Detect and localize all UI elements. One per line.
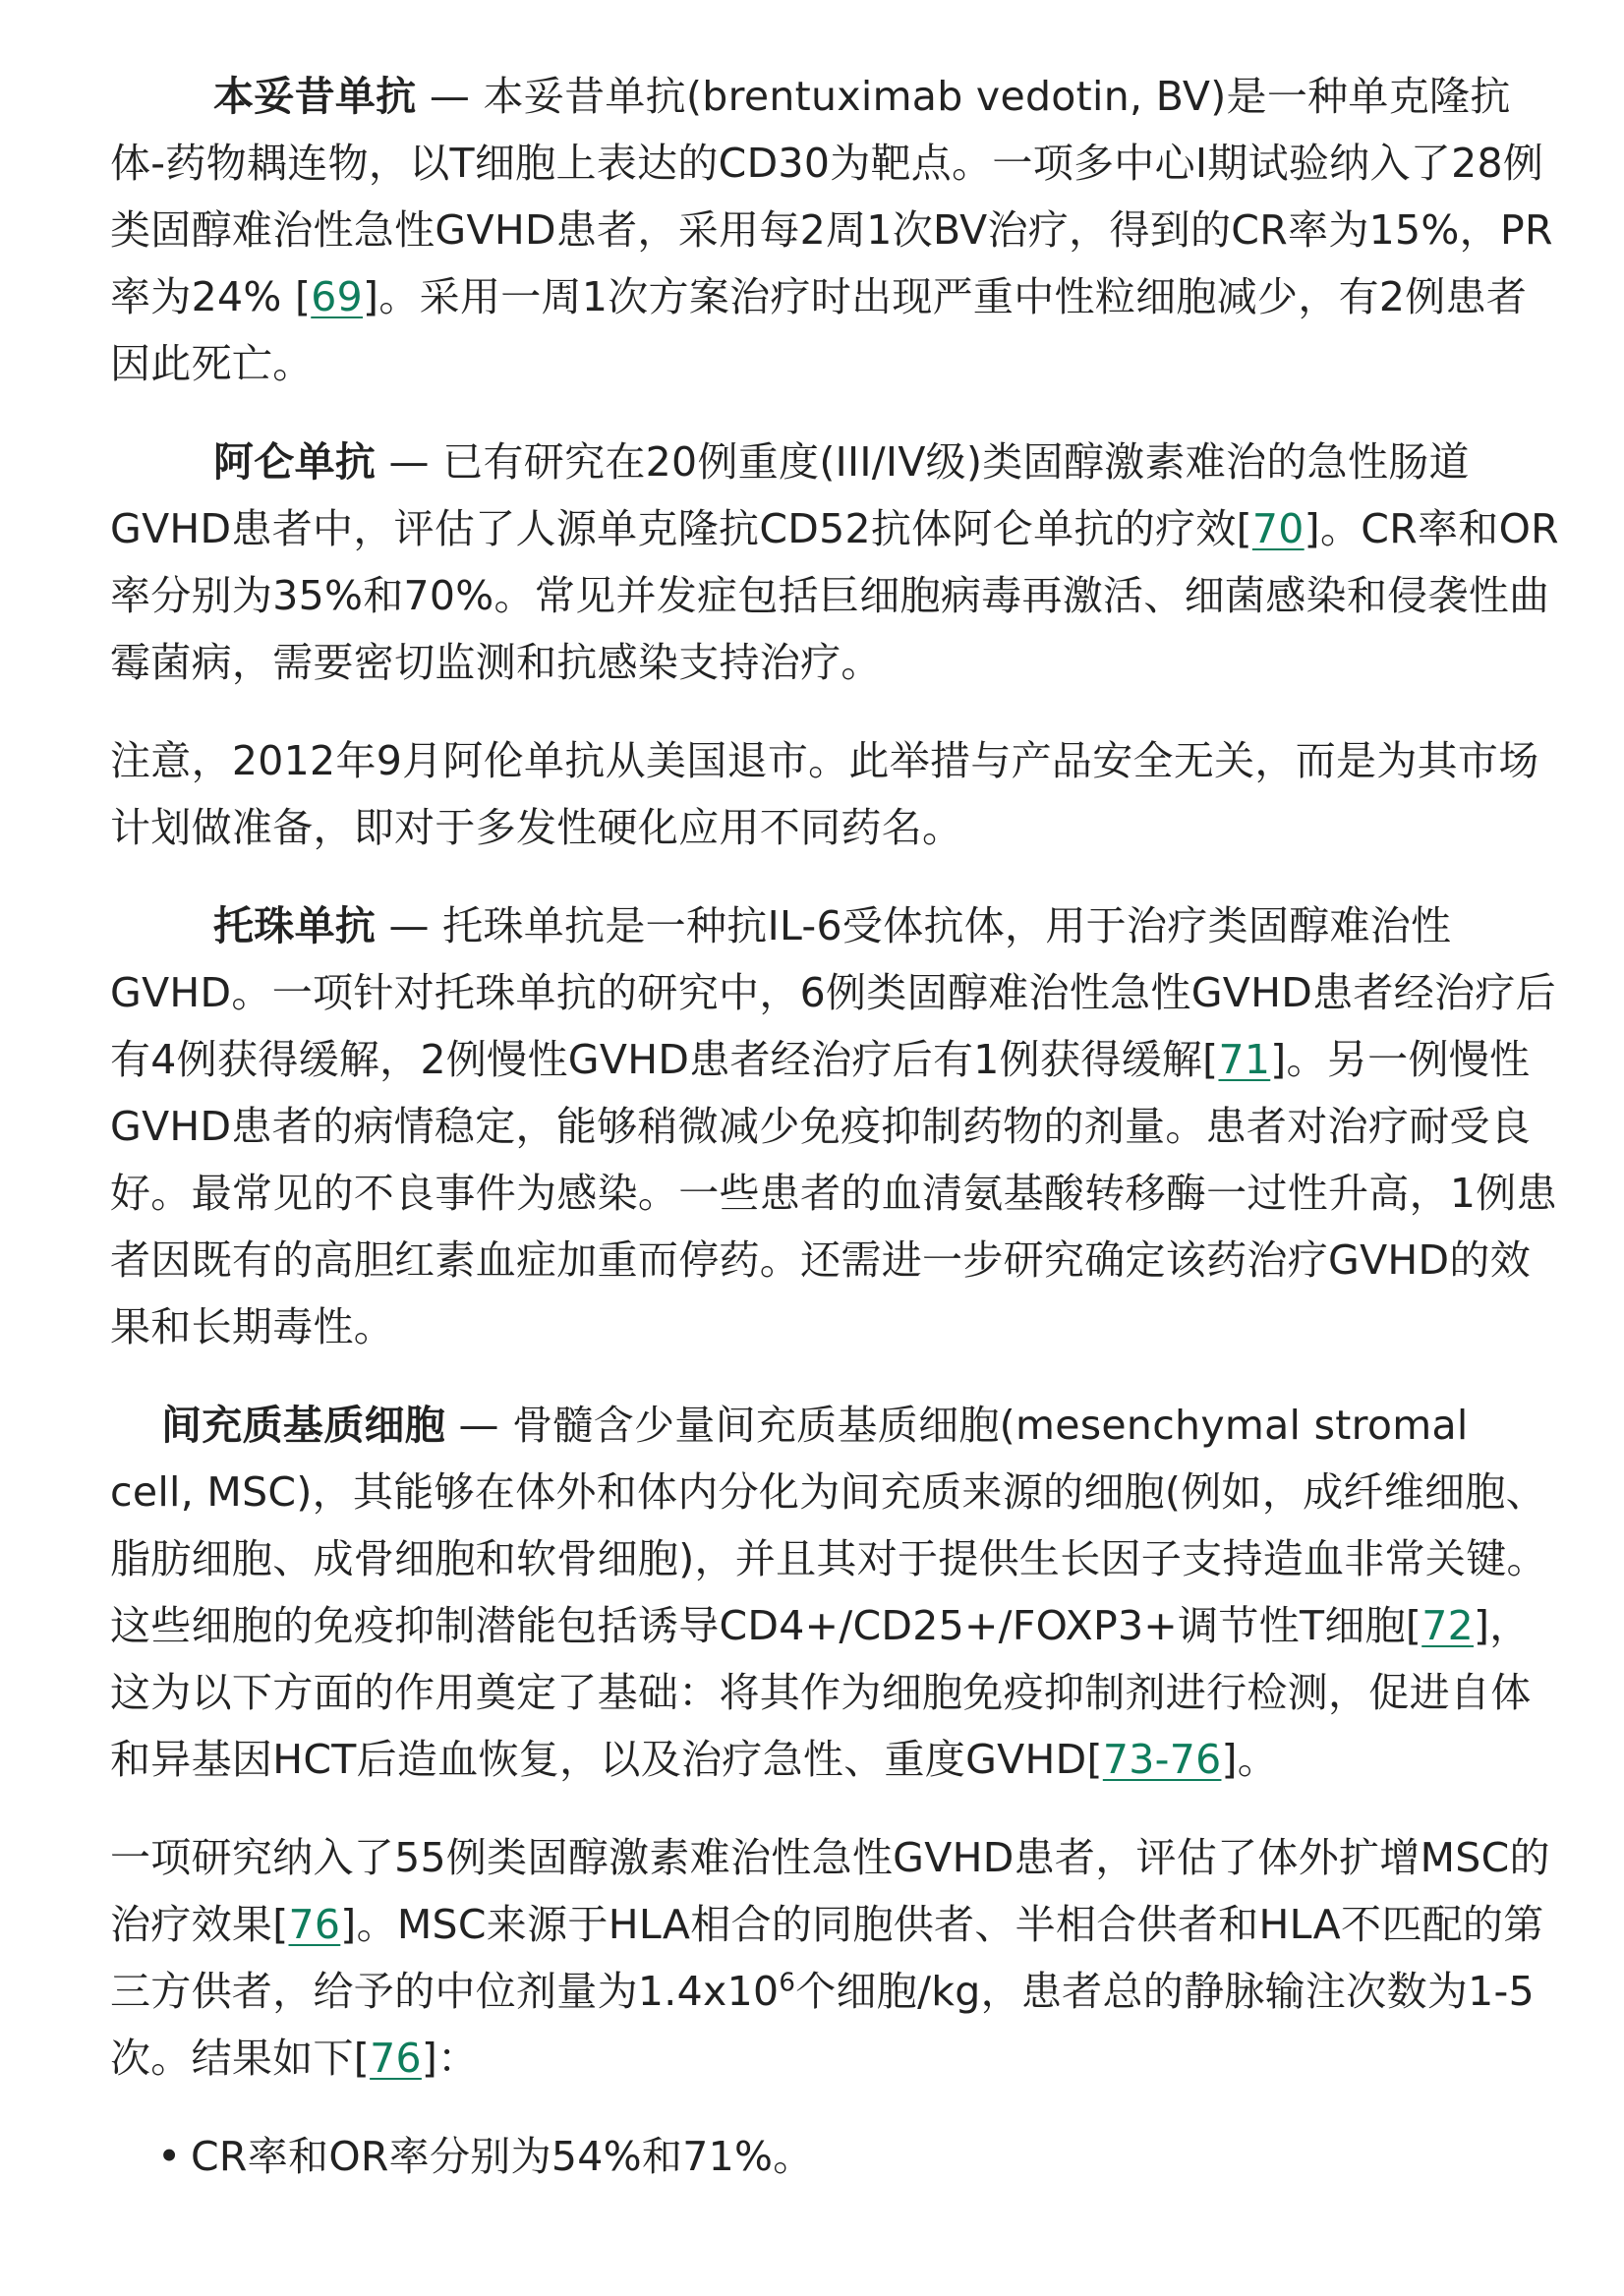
reference-link-76-second[interactable]: 76 [370,2035,422,2082]
reference-link-71[interactable]: 71 [1218,1036,1271,1083]
text-span: ]。MSC来源于HLA相合的同胞供者、半相合供者和HLA不匹配的第三方供者，给予的中位剂量为1.4x10 [110,1901,1544,2015]
list-item-text: CR率和OR率分别为54%和71%。 [191,2133,814,2180]
reference-link-73-76[interactable]: 73-76 [1102,1736,1222,1783]
text-span: — 已有研究在20例重度(III/IV级)类固醇激素难治的急性肠道GVHD患者中，评估了人源单克隆抗CD52抗体阿仑单抗的疗效[ [110,438,1470,552]
paragraph-msc [110,1392,1565,1793]
paragraph-note [110,727,1565,861]
text-span: ]： [421,2035,479,2082]
term-tocilizumab: 托珠单抗 [213,902,377,949]
text-span: ]。另一例慢性GVHD患者的病情稳定，能够稍微减少免疫抑制药物的剂量。患者对治疗耐受良好。最常见的不良事件为感染。一些患者的血清氨基酸转移酶一过性升高，1例患者因既有的高胆红素血症加重而停药。还需进一步研究确定该药治疗GVHD的效果和长期毒性。 [110,1036,1557,1350]
text-span: ]。采用一周1次方案治疗时出现严重中性粒细胞减少，有2例患者因此死亡。 [110,273,1528,387]
text-span: ]，这为以下方面的作用奠定了基础：将其作为细胞免疫抑制剂进行检测，促进自体和异基因HCT后造血恢复，以及治疗急性、重度GVHD[ [110,1602,1532,1783]
bullet-icon: • [157,2133,182,2180]
term-brentuximab: 本妥昔单抗 [213,73,417,120]
term-msc: 间充质基质细胞 [161,1402,446,1449]
paragraph-msc-study [110,1824,1565,2092]
document-page [110,63,1565,2190]
text-span: ]。 [1221,1736,1279,1783]
text-span: — 骨髓含少量间充质基质细胞(mesenchymal stromal cell, MSC)，其能够在体外和体内分化为间充质来源的细胞(例如，成纤维细胞、脂肪细胞、成骨细胞和软骨细胞)，并且其对于提供生长因子支持造血非常关键。这些细胞的免疫抑制潜能包括诱导CD4+/CD25+/FOXP3+调节性T细胞[ [110,1402,1547,1649]
text-span: 个细胞/kg，患者总的静脉输注次数为1-5次。结果如下[ [110,1968,1536,2082]
text-span: — 托珠单抗是一种抗IL-6受体抗体，用于治疗类固醇难治性GVHD。一项针对托珠单抗的研究中，6例类固醇难治性急性GVHD患者经治疗后有4例获得缓解，2例慢性GVHD患者经治疗后有1例获得缓解[ [110,902,1556,1083]
paragraph-alemtuzumab [110,429,1565,696]
text-span: 注意，2012年9月阿伦单抗从美国退市。此举措与产品安全无关，而是为其市场计划做准备，即对于多发性硬化应用不同药名。 [110,737,1539,851]
paragraph-tocilizumab [110,892,1565,1360]
list-item [157,2123,1565,2190]
text-span: ]。CR率和OR率分别为35%和70%。常见并发症包括巨细胞病毒再激活、细菌感染和侵袭性曲霉菌病，需要密切监测和抗感染支持治疗。 [110,505,1559,686]
results-list [110,2123,1565,2190]
paragraph-brentuximab [110,63,1565,397]
reference-link-69[interactable]: 69 [311,273,364,320]
text-span: — 本妥昔单抗(brentuximab vedotin, BV)是一种单克隆抗体-药物耦连物，以T细胞上表达的CD30为靶点。一项多中心I期试验纳入了28例类固醇难治性急性GVHD患者，采用每2周1次BV治疗，得到的CR率为15%，PR率为24% [ [110,73,1553,320]
text-span: 一项研究纳入了55例类固醇激素难治性急性GVHD患者，评估了体外扩增MSC的治疗效果[ [110,1834,1550,1948]
term-alemtuzumab: 阿仑单抗 [213,438,377,486]
reference-link-70[interactable]: 70 [1251,505,1305,552]
reference-link-76[interactable]: 76 [288,1901,341,1948]
reference-link-72[interactable]: 72 [1421,1602,1474,1649]
superscript-exponent: 6 [779,1968,796,1998]
